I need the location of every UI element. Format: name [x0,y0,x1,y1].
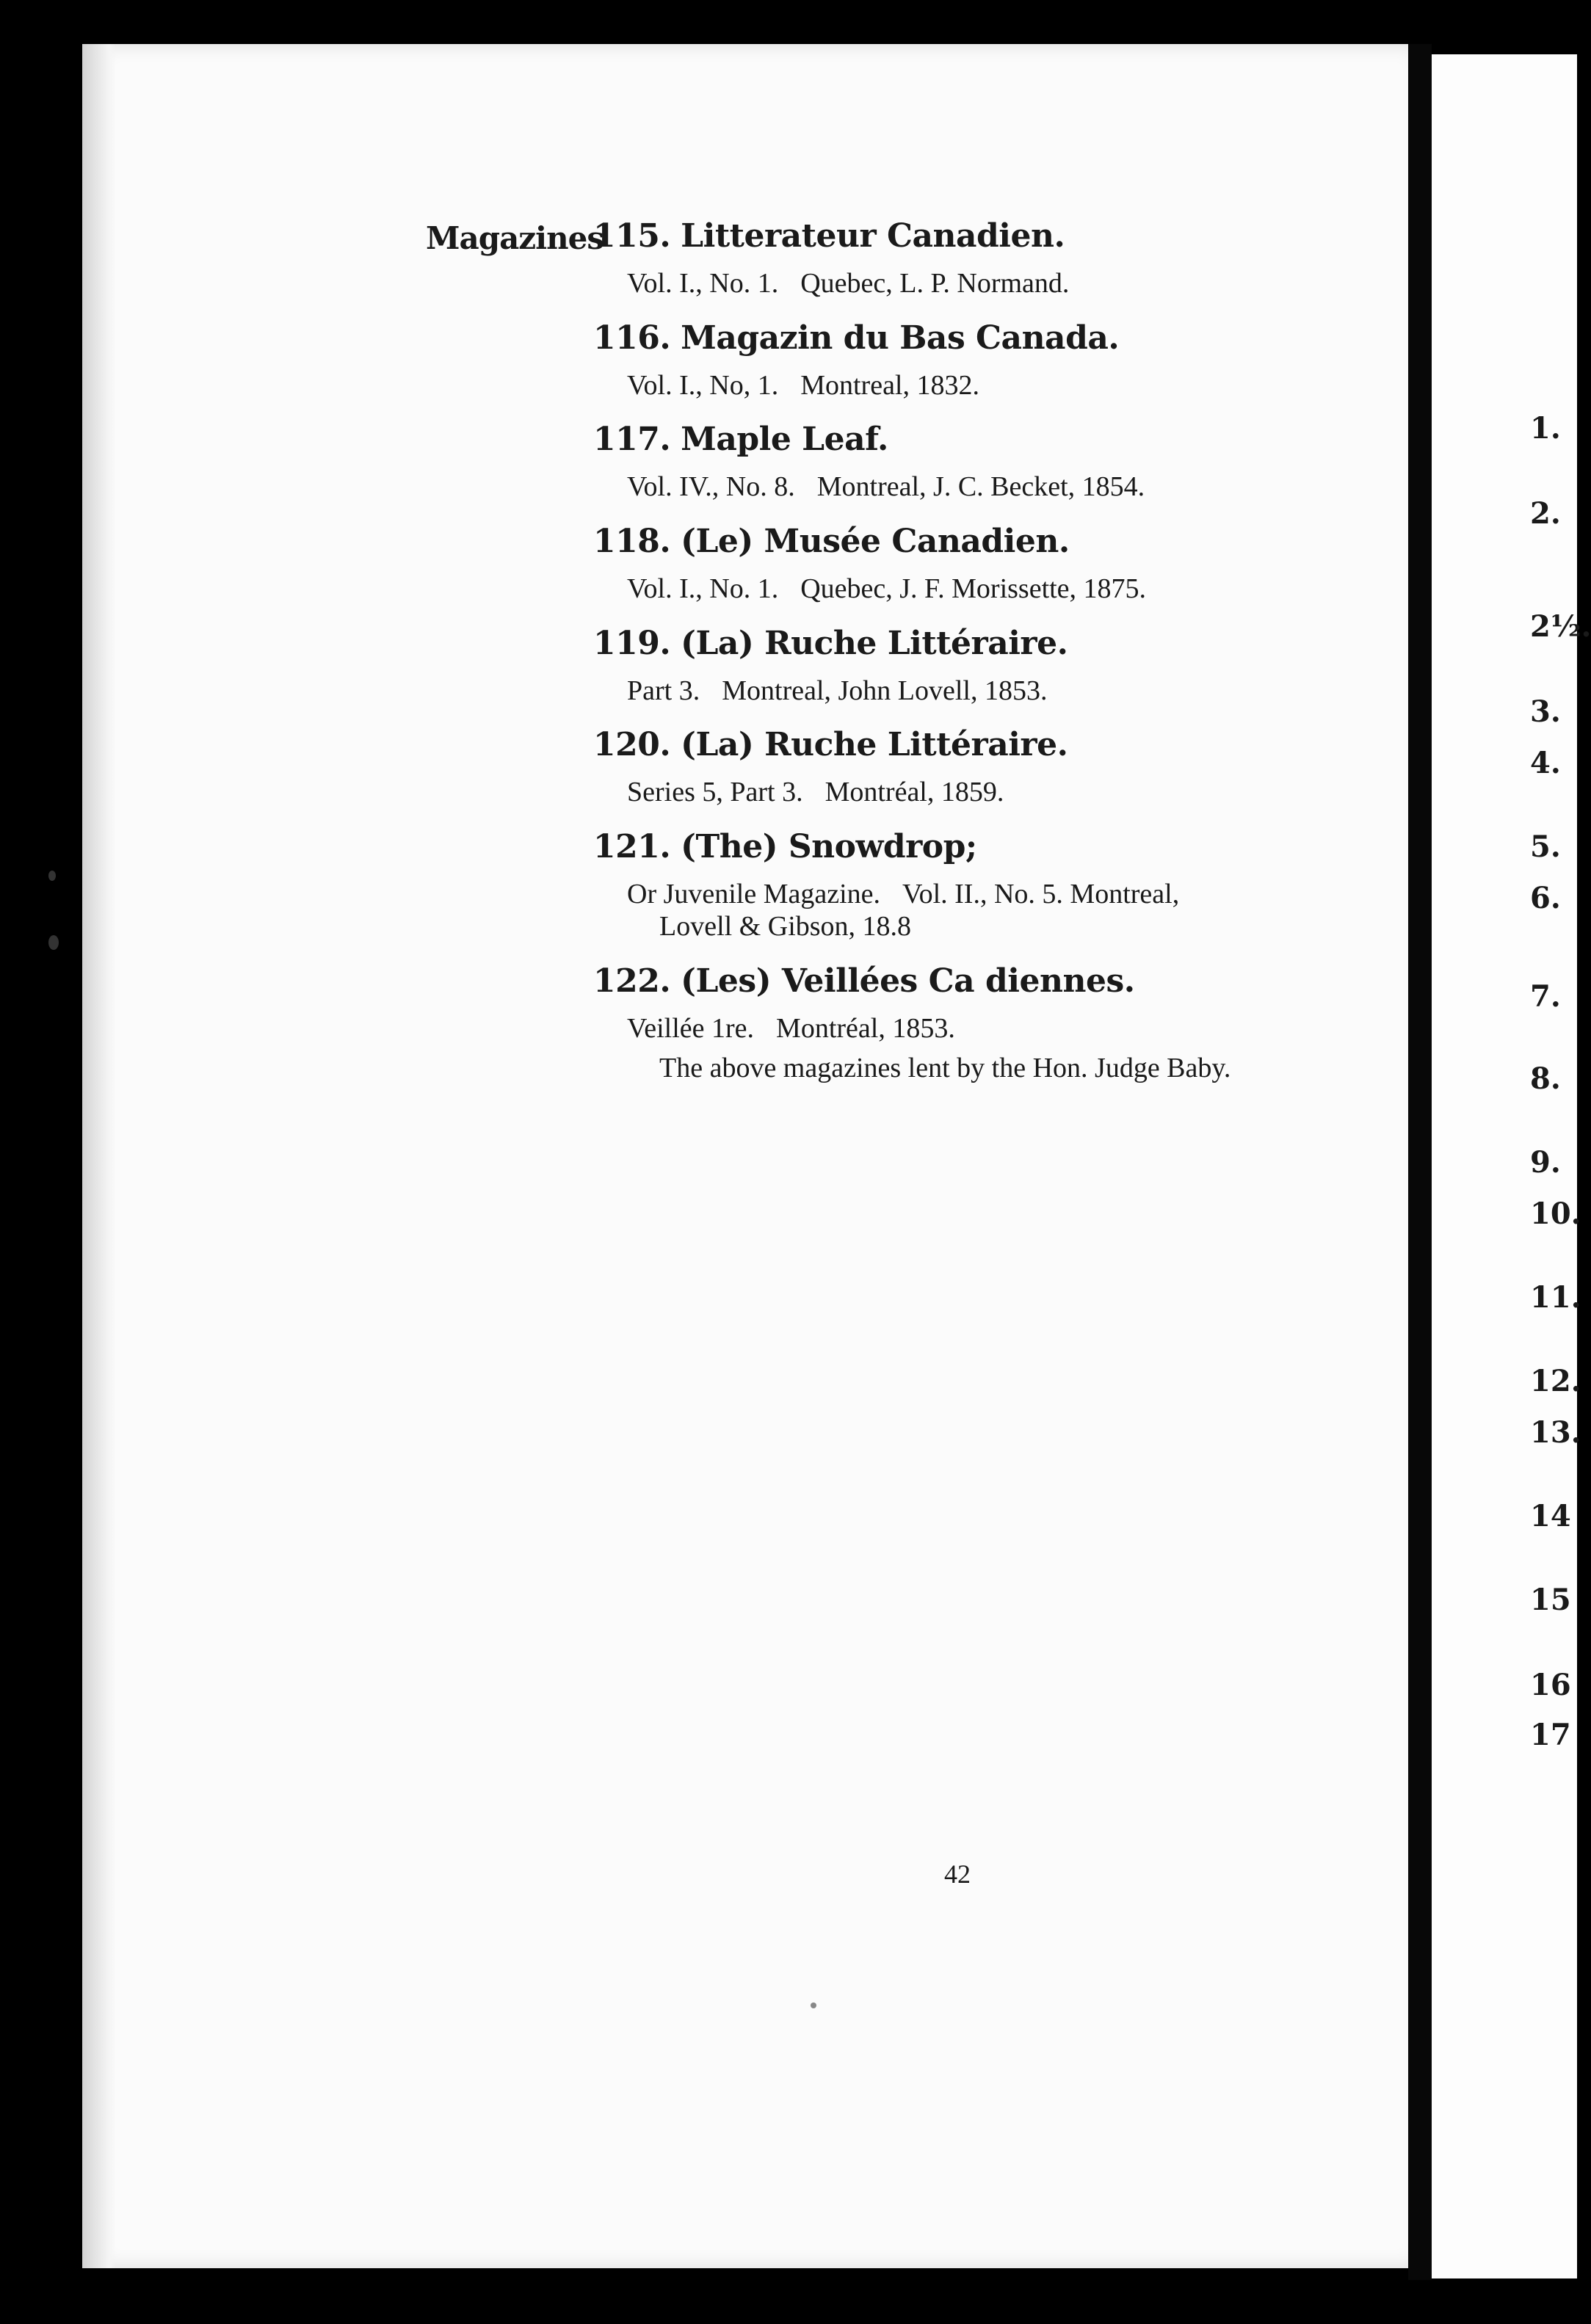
entry-heading: Magazin du Bas Canada. [681,319,1120,357]
right-number: 2½. [1530,609,1591,644]
entry-title [593,319,1349,357]
right-number: 13. [1530,1415,1581,1450]
entry-detail [627,1013,1349,1045]
entry-number: 117. [593,421,671,459]
entry-117 [593,421,1349,504]
entry-title [593,828,1349,865]
entry-detail [627,573,1349,606]
entry-detail [627,675,1349,708]
right-number: 16 [1530,1668,1571,1702]
entry-heading: Litterateur Canadien. [681,217,1065,255]
entry-title [593,421,1349,458]
entry-volume: Series 5, Part 3. [627,777,803,808]
entry-115 [593,217,1349,300]
entry-volume: Vol. IV., No. 8. [627,471,795,503]
entry-heading: Maple Leaf. [681,421,888,459]
entry-volume: Vol. I., No. 1. [627,573,779,605]
entry-heading: (Les) Veillées Ca diennes. [681,962,1135,1000]
entry-116 [593,319,1349,402]
entry-detail [627,471,1349,504]
entry-heading: (La) Ruche Littéraire. [681,726,1068,764]
scan-speck [48,871,56,881]
entry-118 [593,523,1349,606]
entry-title [593,726,1349,763]
entry-title [593,625,1349,662]
entry-number: 118. [593,523,671,561]
entry-volume: Vol. I., No, 1. [627,369,779,401]
entry-120 [593,726,1349,809]
section-label: Magazines [426,220,604,256]
right-number: 2. [1530,496,1561,531]
entry-volume: Or Juvenile Magazine. [627,879,881,910]
entry-imprint-continued: Lovell & Gibson, 18.8 [659,910,912,942]
right-number: 8. [1530,1061,1561,1096]
entry-list [593,217,1349,1103]
right-number: 12. [1530,1364,1581,1398]
right-number: 4. [1530,746,1561,780]
right-number: 11. [1530,1280,1581,1315]
entry-detail [627,879,1349,943]
right-number: 3. [1530,694,1561,729]
entry-119 [593,625,1349,708]
entry-number: 116. [593,319,671,357]
entry-title [593,962,1349,1000]
right-number: 6. [1530,881,1561,915]
entry-122 [593,962,1349,1085]
entry-imprint: Quebec, L. P. Normand. [800,268,1070,299]
right-number: 15 [1530,1583,1571,1617]
entry-imprint: Quebec, J. F. Morissette, 1875. [800,573,1147,605]
scan-speck [48,935,59,950]
entry-volume: Part 3. [627,675,700,706]
entry-number: 115. [593,217,671,255]
lender-note: The above magazines lent by the Hon. Judge Baby. [659,1053,1231,1084]
entry-detail [627,268,1349,300]
scan-speck [811,2002,816,2008]
entry-imprint: Montreal, John Lovell, 1853. [722,675,1048,706]
right-number: 1. [1530,411,1561,446]
entry-number: 120. [593,726,671,764]
page-number: 42 [944,1859,971,1889]
entry-number: 119. [593,624,671,662]
right-number: 9. [1530,1145,1561,1180]
right-number: 10. [1530,1197,1581,1231]
page-gutter [1408,44,1432,2280]
entry-imprint: Montreal, J. C. Becket, 1854. [816,471,1145,503]
entry-imprint: Vol. II., No. 5. Montreal, [902,879,1180,910]
entry-121 [593,828,1349,943]
entry-heading: (Le) Musée Canadien. [681,523,1070,561]
entry-title [593,217,1349,255]
entry-imprint: Montreal, 1832. [800,369,979,401]
entry-imprint: Montréal, 1859. [825,777,1004,808]
entry-volume: Vol. I., No. 1. [627,268,779,299]
entry-number: 122. [593,962,671,1000]
entry-imprint: Montréal, 1853. [776,1012,955,1044]
entry-volume: Veillée 1re. [627,1012,755,1044]
right-number: 14 [1530,1499,1571,1533]
entry-detail [627,777,1349,809]
entry-heading: (The) Snowdrop; [681,828,977,866]
right-number: 5. [1530,829,1561,864]
right-number: 7. [1530,979,1561,1014]
right-number: 17 [1530,1718,1571,1752]
entry-number: 121. [593,828,671,866]
entry-heading: (La) Ruche Littéraire. [681,624,1068,662]
entry-detail [627,370,1349,402]
entry-title [593,523,1349,560]
